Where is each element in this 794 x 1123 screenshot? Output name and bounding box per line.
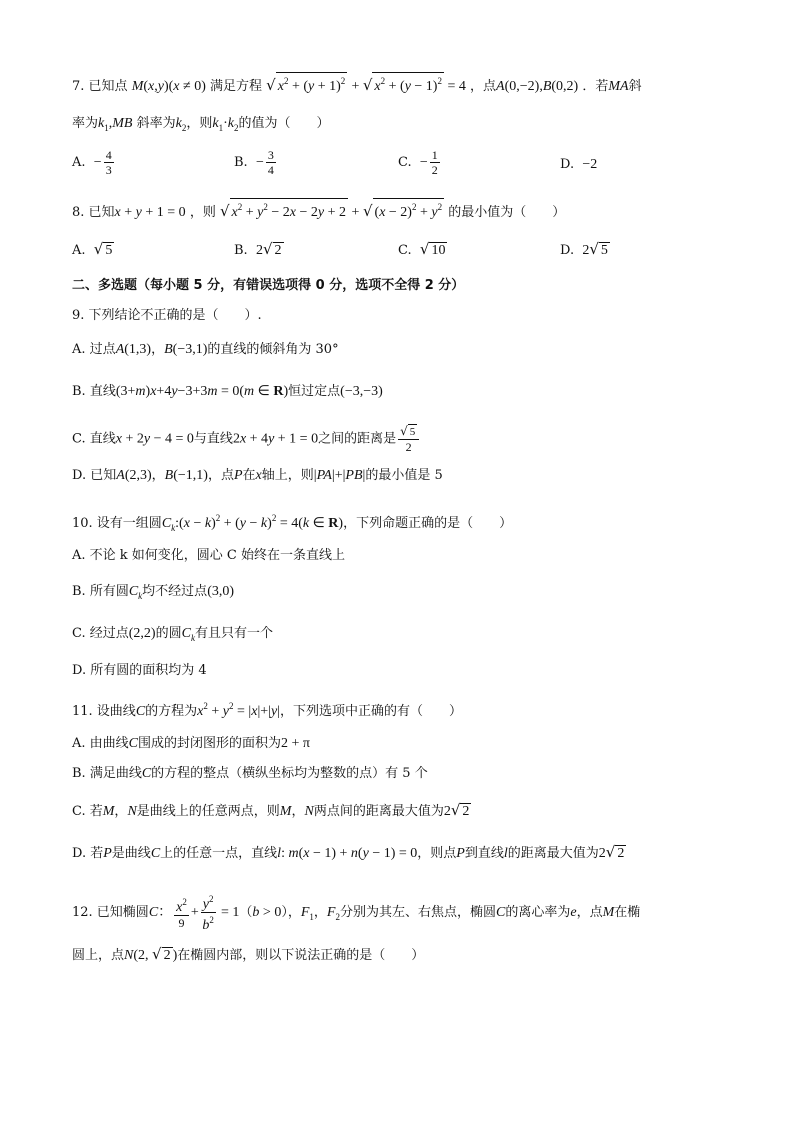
q9-c-t3: 之间的距离是 [318, 431, 397, 447]
q9-b-t2: 恒过定点 [288, 384, 341, 399]
q11-option-b: B. 满足曲线C的方程的整点（横纵坐标均为整数的点）有 5 个 [72, 766, 428, 781]
q11-option-a: A. 由曲线C围成的封闭图形的面积为2 + π [72, 736, 310, 751]
q12-line-1: 12. 已知椭圆C： $\frac{x^2}{9}$ + $\frac{y^2}{b^2}$ = 1（b > 0），$F_1$，$F_2$分别为其左、右焦点，椭圆C的离心率为e，点M在椭 [72, 894, 641, 933]
q12-b: （ [239, 905, 253, 920]
q9-b-label: B. [72, 384, 86, 399]
q7-end: 斜 [628, 79, 642, 94]
q11-a-a: A. 由曲线 [72, 736, 129, 751]
q9-c-t2: 与直线 [193, 431, 233, 447]
q9-d-t3: ，点 [207, 468, 234, 483]
q10-c-a: C. 经过点 [72, 626, 129, 641]
q11-c-e: 两点间的距离最大值为 [313, 804, 444, 819]
q8-prefix: 8. 已知 [72, 205, 115, 220]
q9-d-t5: 轴上，则 [261, 468, 314, 483]
q7-line-2: 率为$k_1,MB$ 斜率为$k_2$，则$k_1\cdot k_2$的值为（ ） [72, 116, 330, 133]
q11-d-c: 上的任意一点，直线 [160, 846, 278, 861]
q7-l2b: 斜率为 [136, 116, 176, 131]
q11-option-d: D. 若P是曲线C上的任意一点，直线l: m(x − 1) + n(y − 1) = 0，则点P到直线l的距离最大值为2√ 2 [72, 843, 625, 861]
q12-g: ，点 [576, 905, 603, 920]
q10-option-c: C. 经过点(2,2)的圆$C_k$有且只有一个 [72, 626, 273, 643]
q7-l2a: 率为 [72, 116, 99, 131]
q12-l2a: 圆上，点 [72, 948, 125, 963]
q12-f: 的离心率为 [505, 905, 571, 920]
q9-option-d: D. 已知A(2,3)，B(−1,1)，点P在x轴上，则|PA|+|PB|的最小值是 5 [72, 468, 443, 483]
q11-stem-a: 11. 设曲线 [72, 704, 136, 719]
q8-mid: ，则 [189, 205, 216, 220]
q11-stem-b: 的方程为 [145, 704, 198, 719]
q7-suffix: ．若 [582, 79, 609, 94]
q8-suffix: 的最小值为（ ） [448, 205, 566, 220]
q10-stem-a: 10. 设有一组圆 [72, 516, 162, 531]
q10-option-b: B. 所有圆$C_k$均不经过点(3,0) [72, 584, 235, 601]
q12-c: ）， [281, 905, 301, 920]
q10-b-a: B. 所有圆 [72, 584, 129, 599]
q11-d-e: 到直线 [464, 846, 504, 861]
q8-option-a: A. √ 5 [72, 240, 113, 258]
q9-d-t2: ， [151, 468, 165, 483]
q12-e: 分别为其左、右焦点，椭圆 [339, 905, 496, 920]
q11-d-f: 的距离最大值为 [507, 846, 599, 861]
q9-d-t4: 在 [242, 468, 256, 483]
q8-option-b: B. 2√ 2 [234, 240, 282, 258]
q11-b-a: B. 满足曲线 [72, 766, 142, 781]
q11-d-d: ，则点 [417, 846, 457, 861]
q9-a-t1: 过点 [89, 342, 116, 357]
q10-b-b: 均不经过点 [142, 584, 208, 599]
q10-stem: 10. 设有一组圆$C_k:(x - k)^2 + (y - k)^2 = 4(k$ ∈ R)，下列命题正确的是（ ） [72, 513, 513, 533]
q10-c-c: 有且只有一个 [194, 626, 273, 641]
q12-l2b: 在椭圆内部，则以下说法正确的是（ ） [177, 948, 425, 963]
q7-prefix: 7. 已知点 [72, 79, 128, 94]
q9-d-t1: 已知 [90, 468, 117, 483]
q11-b-b: 的方程的整点（横纵坐标均为整数的点）有 5 个 [151, 766, 428, 781]
q9-option-c: C. 直线x + 2y − 4 = 0与直线2x + 4y + 1 = 0之间的距离是 $\frac{√ 5}{2}$ [72, 424, 421, 454]
q9-stem: 9. 下列结论不正确的是（ ）. [72, 308, 262, 323]
q9-c-t1: 直线 [89, 431, 116, 447]
q11-d-a: D. 若 [72, 846, 104, 861]
q7-option-a: A. − $\frac{4}{3}$ [72, 148, 112, 177]
q9-a-t2: ， [151, 342, 165, 357]
q11-c-c: 是曲线上的任意两点，则 [136, 804, 280, 819]
q8-option-c: C. √ 10 [398, 240, 446, 258]
q11-stem-c: ，下列选项中正确的有（ ） [279, 704, 462, 719]
q12-h: 在椭 [614, 905, 641, 920]
q9-c-label: C. [72, 431, 86, 447]
q9-option-a: A. 过点A(1,3)，B(−3,1)的直线的倾斜角为 30° [72, 342, 339, 357]
q7-option-d: D. −2 [560, 157, 598, 172]
q11-stem: 11. 设曲线C的方程为$x^2 + y^2 = |x|+|y|$，下列选项中正确的有（ ） [72, 701, 462, 719]
q10-option-a: A. 不论 k 如何变化，圆心 C 始终在一条直线上 [72, 548, 346, 563]
q8-line: 8. 已知x + y + 1 = 0 ，则 √ $x^2 + y^2 - 2x - 2y + 2$ + √ $(x - 2)^2 + y^2$ 的最小值为（ ） [72, 198, 565, 221]
q7-line-1: 7. 已知点 M(x,y)(x ≠ 0) 满足方程 √ $x^2 + (y + 1)^2$ + √ $x^2 + (y - 1)^2 = 4$ ，点A(0,−2),B(0,2) ．若MA斜 [72, 72, 642, 95]
q7-option-c: C. − $\frac{1}{2}$ [398, 148, 438, 177]
q7-cond: 满足方程 [210, 79, 263, 94]
q12-line-2: 圆上，点N(2, √ 2 )在椭圆内部，则以下说法正确的是（ ） [72, 945, 425, 963]
q11-d-b: 是曲线 [111, 846, 151, 861]
q11-c-d: ， [291, 804, 305, 819]
q9-b-t1: 直线 [89, 384, 116, 399]
q7-l2c: ，则 [186, 116, 213, 131]
q11-c-b: ， [114, 804, 128, 819]
q7-option-b: B. − $\frac{3}{4}$ [234, 148, 274, 177]
section-2-title: 二、多选题（每小题 5 分，有错误选项得 0 分，选项不全得 2 分） [72, 278, 465, 293]
q7-mid: ，点 [470, 79, 497, 94]
q10-option-d: D. 所有圆的面积均为 4 [72, 663, 207, 678]
q9-a-t3: 的直线的倾斜角为 30° [207, 342, 339, 357]
q7-l2d: 的值为（ ） [238, 116, 330, 131]
q12-d: ， [313, 905, 327, 920]
q11-a-b: 围成的封闭图形的面积为 [138, 736, 282, 751]
q9-d-t6: 的最小值是 5 [365, 468, 443, 483]
q9-option-b: B. 直线(3+m)x+4y−3+3m = 0(m ∈ R)恒过定点(−3,−3) [72, 384, 383, 399]
q11-option-c: C. 若M，N是曲线上的任意两点，则M，N两点间的距离最大值为2√ 2 [72, 801, 470, 819]
q11-c-a: C. 若 [72, 804, 103, 819]
q10-c-b: 的圆 [155, 626, 182, 641]
q8-option-d: D. 2√ 5 [560, 240, 608, 258]
q9-d-label: D. [72, 468, 87, 483]
q12-a: 12. 已知椭圆 [72, 905, 149, 920]
q9-a-label: A. [72, 342, 86, 357]
q10-stem-b: ，下列命题正确的是（ ） [343, 516, 513, 531]
